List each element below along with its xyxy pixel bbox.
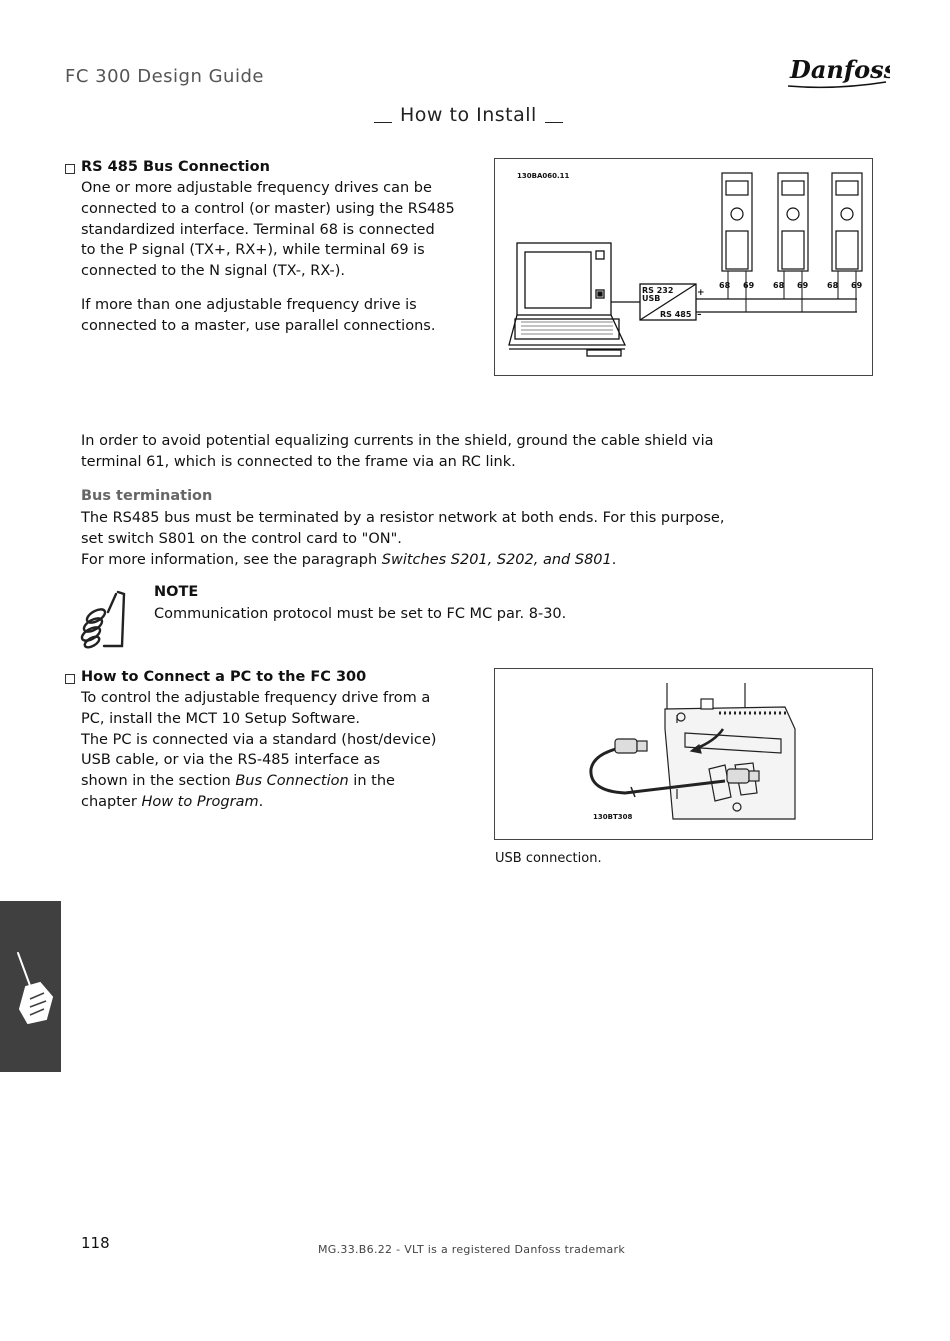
svg-text:USB: USB (642, 294, 661, 303)
svg-text:68: 68 (827, 281, 839, 290)
text-line: USB cable, or via the RS-485 interface as (81, 752, 381, 769)
note-text: Communication protocol must be set to FC MC par. 8-30. (154, 606, 567, 622)
text-line: set switch S801 on the control card to "ON". (81, 530, 402, 547)
svg-text:RS 485: RS 485 (660, 310, 692, 319)
text-line: For more information, see the paragraph Switches S201, S202, and S801. (81, 551, 617, 568)
text-line: To control the adjustable frequency drive from a (81, 690, 431, 706)
figure-code: 130BT308 (593, 813, 633, 821)
rs485-paragraph-1 (81, 178, 455, 282)
svg-text:68: 68 (773, 281, 785, 290)
footer-text: MG.33.B6.22 - VLT is a registered Danfoss trademark (318, 1243, 626, 1256)
switches-reference: Switches S201, S202, and S801 (381, 551, 612, 568)
logo-text: Danfoss (790, 55, 890, 84)
text-line: connected to a master, use parallel connections. (81, 317, 436, 334)
shield-paragraph (81, 431, 714, 473)
bus-connection-reference: Bus Connection (235, 773, 349, 790)
rs485-diagram-figure (494, 158, 873, 376)
text-line: chapter How to Program. (81, 793, 264, 810)
figure-code: 130BA060.11 (517, 172, 570, 180)
danfoss-logo (786, 46, 890, 92)
usb-connection-figure (494, 668, 873, 840)
document-title: FC 300 Design Guide (65, 66, 264, 87)
chapter-side-tab (0, 901, 61, 1072)
note-label: NOTE (154, 584, 199, 600)
text-line: connected to the N signal (TX-, RX-). (81, 263, 346, 280)
text-line: PC, install the MCT 10 Setup Software. (81, 710, 361, 727)
section-title-text: How to Install (400, 104, 537, 126)
svg-text:69: 69 (743, 281, 755, 290)
usb-figure-caption: USB connection. (495, 851, 602, 866)
text-line: shown in the section Bus Connection in the (81, 773, 395, 790)
text-line: If more than one adjustable frequency drive is (81, 297, 417, 313)
laptop-icon (509, 243, 625, 356)
page-number: 118 (81, 1234, 110, 1252)
section-title (372, 104, 563, 126)
text-line: terminal 61, which is connected to the frame via an RC link. (81, 453, 516, 470)
pc-connect-paragraph (81, 688, 436, 813)
how-to-program-reference: How to Program (141, 793, 259, 810)
svg-text:RS 232: RS 232 (642, 286, 674, 295)
note-hand-icon (78, 588, 128, 650)
rs485-heading: RS 485 Bus Connection (81, 159, 270, 175)
text-line: connected to a control (or master) using the RS485 (81, 200, 455, 217)
text-line: to the P signal (TX+, RX+), while terminal 69 is (81, 242, 425, 259)
usb-connection-illustration (495, 669, 872, 839)
bullet-checkbox-icon (65, 164, 75, 174)
text-line: One or more adjustable frequency drives can be (81, 180, 432, 196)
svg-text:+: + (697, 288, 705, 298)
drive-unit-icon (722, 173, 752, 271)
svg-text:69: 69 (797, 281, 809, 290)
screwdriver-hand-icon (0, 901, 61, 1072)
pc-connect-heading: How to Connect a PC to the FC 300 (81, 669, 367, 685)
drive-unit-icon (832, 173, 862, 271)
drive-unit-icon (778, 173, 808, 271)
rs485-paragraph-2 (81, 295, 435, 337)
bullet-checkbox-icon (65, 674, 75, 684)
text-line: The PC is connected via a standard (host/device) (81, 731, 437, 748)
text-line: standardized interface. Terminal 68 is connected (81, 221, 435, 238)
svg-text:–: – (697, 310, 702, 320)
bus-termination-heading: Bus termination (81, 488, 213, 504)
bus-termination-paragraph (81, 508, 724, 570)
svg-text:68: 68 (719, 281, 731, 290)
svg-text:69: 69 (851, 281, 863, 290)
text-line: The RS485 bus must be terminated by a resistor network at both ends. For this purpose, (81, 510, 725, 526)
text-line: In order to avoid potential equalizing currents in the shield, ground the cable shield via (81, 433, 714, 449)
